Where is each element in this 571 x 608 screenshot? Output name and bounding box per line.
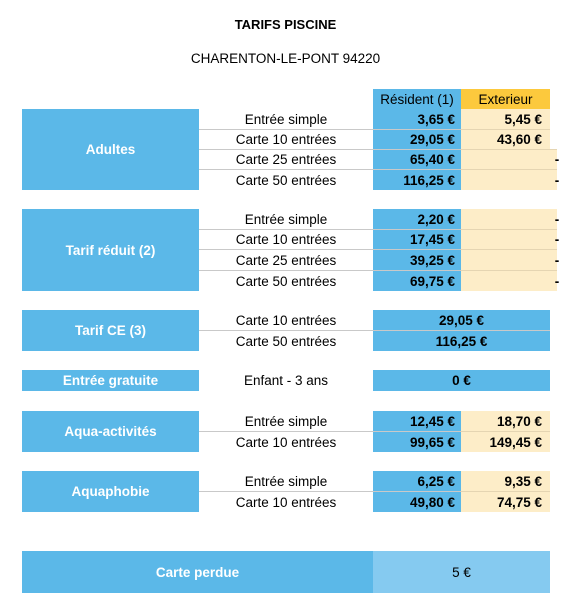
- price-exterieur: -: [461, 229, 557, 249]
- price-exterieur: 43,60 €: [461, 129, 550, 149]
- category-tarif-ce: Tarif CE (3): [22, 310, 199, 351]
- rate-type: Entrée simple: [199, 209, 373, 229]
- page-title: TARIFS PISCINE: [234, 17, 337, 32]
- price-resident: 116,25 €: [373, 169, 461, 190]
- category-tarif-reduit: Tarif réduit (2): [22, 209, 199, 291]
- price-exterieur: -: [461, 270, 557, 291]
- rate-type: Carte 50 entrées: [199, 330, 373, 351]
- rate-type: Carte 10 entrées: [199, 431, 373, 452]
- price-exterieur: 74,75 €: [461, 491, 550, 512]
- rate-type: Carte 50 entrées: [199, 169, 373, 190]
- rate-type: Carte 10 entrées: [199, 229, 373, 249]
- price-exterieur: -: [461, 249, 557, 270]
- category-aquaphobie: Aquaphobie: [22, 471, 199, 512]
- price-exterieur: -: [461, 149, 557, 169]
- price-gratuite: 0 €: [373, 370, 550, 391]
- price-ce: 116,25 €: [373, 330, 550, 351]
- price-resident: 49,80 €: [373, 491, 461, 512]
- category-carte-perdue: Carte perdue: [22, 551, 373, 593]
- price-resident: 29,05 €: [373, 129, 461, 149]
- price-resident: 17,45 €: [373, 229, 461, 249]
- rate-type: Enfant - 3 ans: [199, 370, 373, 391]
- price-resident: 12,45 €: [373, 411, 461, 431]
- price-exterieur: 149,45 €: [461, 431, 550, 452]
- price-exterieur: -: [461, 209, 557, 229]
- header-exterieur: Exterieur: [461, 89, 550, 109]
- price-exterieur: 5,45 €: [461, 109, 550, 129]
- category-aqua-activites: Aqua-activités: [22, 411, 199, 452]
- price-resident: 69,75 €: [373, 270, 461, 291]
- price-resident: 3,65 €: [373, 109, 461, 129]
- header-resident: Résident (1): [373, 89, 461, 109]
- rate-type: Entrée simple: [199, 411, 373, 431]
- price-resident: 65,40 €: [373, 149, 461, 169]
- price-resident: 2,20 €: [373, 209, 461, 229]
- price-resident: 6,25 €: [373, 471, 461, 491]
- rate-type: Entrée simple: [199, 471, 373, 491]
- page-subtitle: CHARENTON-LE-PONT 94220: [190, 51, 381, 66]
- price-exterieur: -: [461, 169, 557, 190]
- category-adultes: Adultes: [22, 109, 199, 190]
- rate-type: Carte 10 entrées: [199, 310, 373, 330]
- price-ce: 29,05 €: [373, 310, 550, 330]
- rate-type: Entrée simple: [199, 109, 373, 129]
- rate-type: Carte 25 entrées: [199, 249, 373, 270]
- rate-type: Carte 25 entrées: [199, 149, 373, 169]
- rate-type: Carte 50 entrées: [199, 270, 373, 291]
- rate-type: Carte 10 entrées: [199, 129, 373, 149]
- price-exterieur: 9,35 €: [461, 471, 550, 491]
- price-carte-perdue: 5 €: [373, 551, 550, 593]
- price-resident: 39,25 €: [373, 249, 461, 270]
- category-entree-gratuite: Entrée gratuite: [22, 370, 199, 391]
- price-exterieur: 18,70 €: [461, 411, 550, 431]
- rate-type: Carte 10 entrées: [199, 491, 373, 512]
- price-resident: 99,65 €: [373, 431, 461, 452]
